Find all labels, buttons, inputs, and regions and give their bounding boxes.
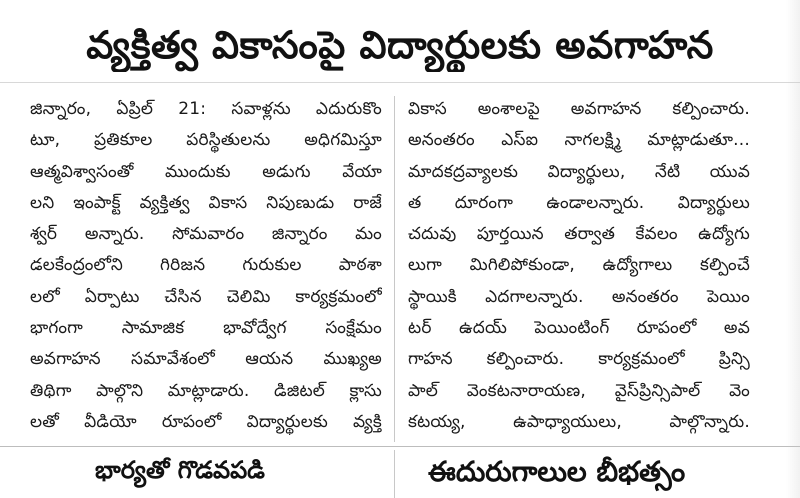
story-divider xyxy=(0,446,800,447)
text-line: జిన్నారం, ఏప్రిల్ 21: సవాళ్లను ఎదురుకొం xyxy=(30,99,382,119)
text-line: అనంతరం ఎస్ఐ నాగలక్ష్మి మాట్లాడుతూ... xyxy=(408,130,750,151)
text-line: మాదకద్రవ్యాలకు విద్యార్థులు, నేటి యువ xyxy=(408,161,750,182)
lower-right-headline: ఈదురుగాలుల బీభత్సం xyxy=(428,455,686,488)
headline-divider xyxy=(0,82,800,83)
text-line: తిథిగా పాల్గొని మాట్లాడారు. డిజిటల్ క్లాసు xyxy=(30,380,382,401)
text-line: డలకేంద్రంలోని గిరిజన గురుకుల పాఠశా xyxy=(30,255,382,276)
text-line: స్థాయికి ఎదగాలన్నారు. అనంతరం పెయిం xyxy=(408,286,750,307)
text-line: టర్ ఉదయ్ పెయింటింగ్ రూపంలో అవ xyxy=(408,318,750,339)
lower-left-headline: భార్యతో గొడవపడి xyxy=(95,456,265,484)
text-line: లుగా మిగిలిపోకుండా, ఉద్యోగాలు కల్పించే xyxy=(408,255,750,276)
text-line: వికాస అంశాలపై అవగాహన కల్పించారు. xyxy=(408,99,750,119)
text-line: చదువు పూర్తయిన తర్వాత కేవలం ఉద్యోగు xyxy=(408,224,750,245)
text-line: భాగంగా సామాజిక భావోద్వేగ సంక్షేమం xyxy=(30,318,382,339)
text-line: లని ఇంపాక్ట్ వ్యక్తిత్వ వికాస నిపుణుడు రాజే xyxy=(30,192,382,213)
article-headline: వ్యక్తిత్వ వికాసంపై విద్యార్థులకు అవగాహన xyxy=(86,23,714,67)
text-line: అవగాహన సమావేశంలో ఆయన ముఖ్యఅ xyxy=(30,349,382,370)
text-line: శ్వర్ అన్నారు. సోమవారం జిన్నారం మం xyxy=(30,224,382,245)
column-divider xyxy=(394,96,395,442)
article-column-right xyxy=(408,94,750,438)
text-line: గాహన కల్పించారు. కార్యక్రమంలో ప్రిన్సి xyxy=(408,349,750,370)
text-line: టూ, ప్రతికూల పరిస్థితులను అధిగమిస్తూ xyxy=(30,130,382,151)
text-line: కటయ్య, ఉపాధ్యాయులు, పాల్గొన్నారు. xyxy=(408,411,750,432)
page-edge-shadow xyxy=(786,0,800,498)
article-column-left xyxy=(30,94,382,438)
text-line: పాల్ వెంకటనారాయణ, వైస్‌ప్రిన్సిపాల్ వెం xyxy=(408,380,750,401)
text-line: లలో ఏర్పాటు చేసిన చెలిమి కార్యక్రమంలో xyxy=(30,286,382,307)
lower-column-divider xyxy=(394,450,395,498)
text-line: ఆత్మవిశ్వాసంతో ముందుకు అడుగు వేయా xyxy=(30,161,382,182)
text-line: లతో వీడియో రూపంలో విద్యార్థులకు వ్యక్తి xyxy=(30,411,382,432)
text-line: త దూరంగా ఉండాలన్నారు. విద్యార్థులు xyxy=(408,192,750,213)
